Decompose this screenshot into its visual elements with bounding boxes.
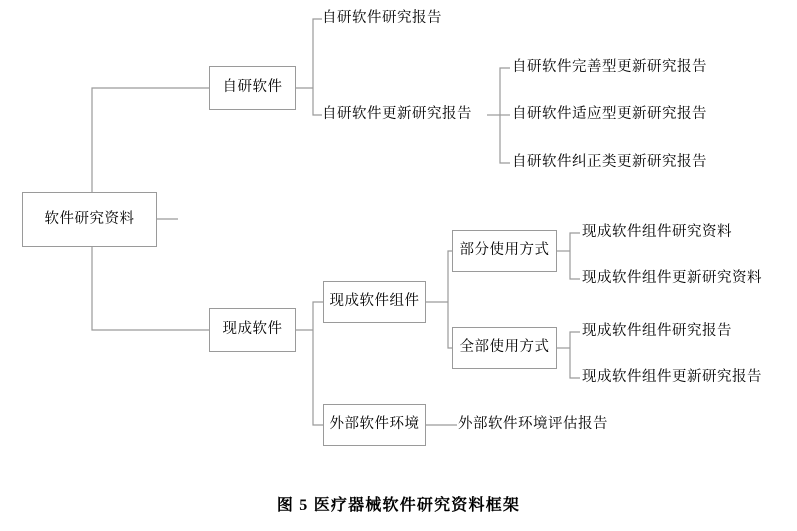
- leaf-external-env-assessment-report[interactable]: [458, 414, 658, 436]
- leaf-component-update-research-report[interactable]: [582, 367, 777, 389]
- node-partial-use-mode-label: 部分使用方式: [459, 242, 550, 259]
- node-off-the-shelf-software-label: 现成软件: [222, 321, 283, 338]
- leaf-component-update-research-data-label: 现成软件组件更新研究资料: [582, 270, 762, 287]
- node-root[interactable]: [22, 192, 157, 247]
- node-root-label: 软件研究资料: [44, 210, 135, 227]
- leaf-self-dev-update-corrective[interactable]: [512, 152, 727, 174]
- leaf-self-dev-update-adaptive[interactable]: [512, 104, 727, 126]
- leaf-self-dev-research-report[interactable]: [322, 8, 482, 30]
- leaf-self-dev-update-research-report-label: 自研软件更新研究报告: [322, 106, 472, 123]
- leaf-component-research-report[interactable]: [582, 321, 767, 343]
- node-full-use-mode-label: 全部使用方式: [459, 339, 550, 356]
- leaf-self-dev-update-adaptive-label: 自研软件适应型更新研究报告: [512, 106, 707, 123]
- leaf-component-research-report-label: 现成软件组件研究报告: [582, 323, 732, 340]
- node-self-developed-software[interactable]: [209, 66, 296, 110]
- leaf-self-dev-research-report-label: 自研软件研究报告: [322, 10, 442, 27]
- node-partial-use-mode[interactable]: [452, 230, 557, 272]
- figure-caption: 图 5 医疗器械软件研究资料框架: [276, 497, 521, 514]
- node-external-software-environment[interactable]: [323, 404, 426, 446]
- leaf-self-dev-update-perfective-label: 自研软件完善型更新研究报告: [512, 59, 707, 76]
- leaf-component-research-data-label: 现成软件组件研究资料: [582, 224, 732, 241]
- leaf-component-update-research-data[interactable]: [582, 268, 777, 290]
- leaf-component-research-data[interactable]: [582, 222, 767, 244]
- node-off-the-shelf-software[interactable]: [209, 308, 296, 352]
- node-off-the-shelf-component-label: 现成软件组件: [329, 293, 420, 310]
- leaf-self-dev-update-research-report[interactable]: [322, 104, 492, 126]
- leaf-self-dev-update-corrective-label: 自研软件纠正类更新研究报告: [512, 154, 707, 171]
- leaf-component-update-research-report-label: 现成软件组件更新研究报告: [582, 369, 762, 386]
- node-off-the-shelf-component[interactable]: [323, 281, 426, 323]
- node-external-software-environment-label: 外部软件环境: [329, 416, 420, 433]
- node-self-developed-software-label: 自研软件: [222, 79, 283, 96]
- leaf-self-dev-update-perfective[interactable]: [512, 57, 727, 79]
- leaf-external-env-assessment-report-label: 外部软件环境评估报告: [458, 416, 608, 433]
- node-full-use-mode[interactable]: [452, 327, 557, 369]
